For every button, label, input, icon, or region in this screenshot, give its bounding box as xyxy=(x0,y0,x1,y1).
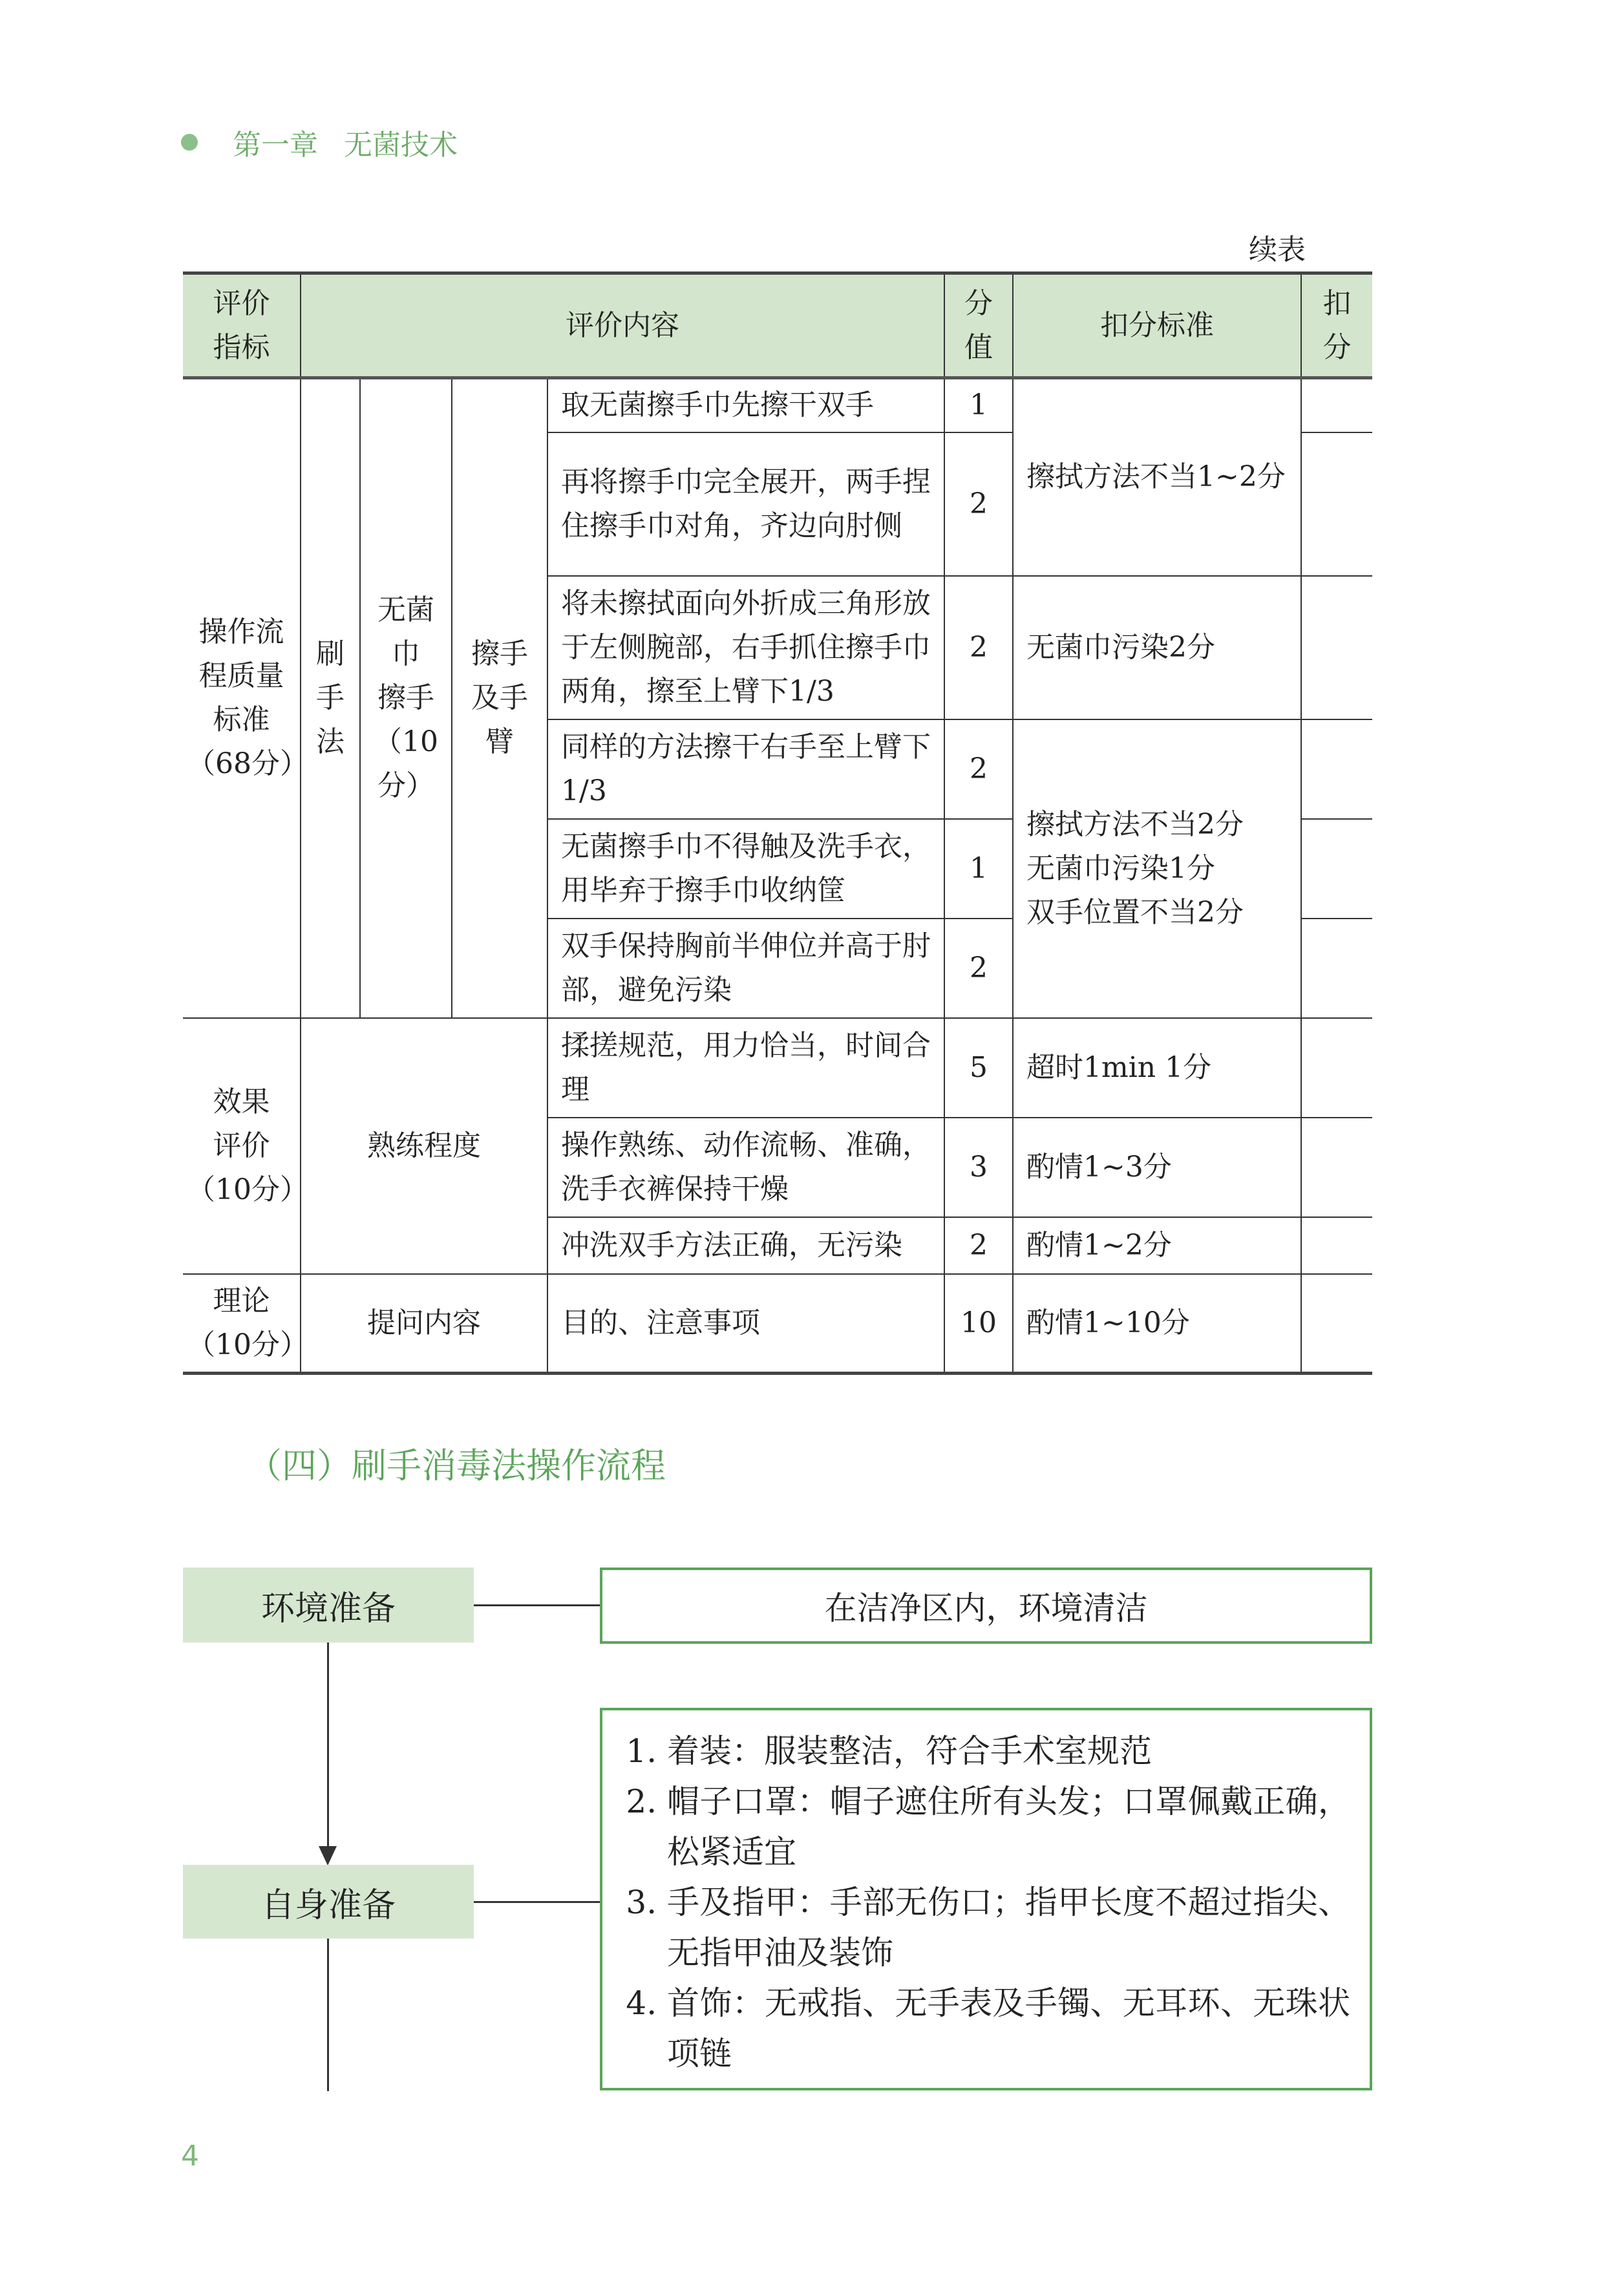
chapter-number: 第一章 xyxy=(233,129,318,162)
row-criteria: 酌情1~2分 xyxy=(1013,1217,1301,1274)
row-score: 1 xyxy=(944,378,1013,432)
table-row xyxy=(183,1018,1372,1118)
header-indicator: 评价 指标 xyxy=(183,273,301,378)
flow-detail-self xyxy=(600,1708,1372,2090)
row-criteria: 擦拭方法不当2分 无菌巾污染1分 双手位置不当2分 xyxy=(1013,719,1301,1018)
row-content: 目的、注意事项 xyxy=(547,1274,944,1374)
flow-continue-line xyxy=(327,1939,329,2091)
row-deduction xyxy=(1301,1274,1372,1374)
connector-line xyxy=(474,1901,600,1903)
bullet-dot-icon xyxy=(181,134,198,151)
row-content: 取无菌擦手巾先擦干双手 xyxy=(547,378,944,432)
header-score: 分 值 xyxy=(944,273,1013,378)
row-content: 操作熟练、动作流畅、准确，洗手衣裤保持干燥 xyxy=(547,1118,944,1217)
row-deduction xyxy=(1301,1118,1372,1217)
continued-label: 续表 xyxy=(1249,233,1306,266)
row-deduction xyxy=(1301,1018,1372,1118)
process-indicator: 操作流 程质量 标准 （68分） xyxy=(183,378,301,1018)
row-criteria: 无菌巾污染2分 xyxy=(1013,576,1301,719)
row-content: 再将擦手巾完全展开，两手捏住擦手巾对角，齐边向肘侧 xyxy=(547,432,944,576)
row-score: 3 xyxy=(944,1118,1013,1217)
process-method: 刷 手 法 xyxy=(301,378,360,1018)
chapter-title xyxy=(233,122,483,163)
row-content: 无菌擦手巾不得触及洗手衣，用毕弃于擦手巾收纳筐 xyxy=(547,819,944,919)
row-criteria: 酌情1~10分 xyxy=(1013,1274,1301,1374)
row-score: 5 xyxy=(944,1018,1013,1118)
row-content: 冲洗双手方法正确，无污染 xyxy=(547,1217,944,1274)
list-item: 1. 着装：服装整洁，符合手术室规范 xyxy=(667,1726,1350,1776)
row-deduction xyxy=(1301,919,1372,1018)
chapter-name: 无菌技术 xyxy=(344,129,458,162)
row-score: 10 xyxy=(944,1274,1013,1374)
row-score: 2 xyxy=(944,576,1013,719)
flow-arrow-line xyxy=(327,1642,329,1848)
arrow-down-icon xyxy=(319,1846,337,1865)
list-item: 2. 帽子口罩：帽子遮住所有头发；口罩佩戴正确，松紧适宜 xyxy=(667,1776,1350,1877)
process-sub: 无菌 巾 擦手 （10分） xyxy=(360,378,452,1018)
row-score: 2 xyxy=(944,432,1013,576)
table-row xyxy=(183,1274,1372,1374)
table-header-row xyxy=(183,273,1372,378)
row-content: 同样的方法擦干右手至上臂下1/3 xyxy=(547,719,944,819)
row-deduction xyxy=(1301,576,1372,719)
row-criteria: 酌情1~3分 xyxy=(1013,1118,1301,1217)
process-part: 擦手 及手 臂 xyxy=(452,378,547,1018)
row-deduction xyxy=(1301,719,1372,819)
header-criteria: 扣分标准 xyxy=(1013,273,1301,378)
list-item: 3. 手及指甲：手部无伤口；指甲长度不超过指尖、无指甲油及装饰 xyxy=(667,1877,1350,1978)
row-deduction xyxy=(1301,378,1372,432)
row-deduction xyxy=(1301,1217,1372,1274)
row-criteria: 超时1min 1分 xyxy=(1013,1018,1301,1118)
effect-sub: 熟练程度 xyxy=(301,1018,547,1274)
running-header xyxy=(181,123,483,162)
self-prep-list xyxy=(602,1710,1370,2079)
page-number: 4 xyxy=(181,2140,199,2173)
theory-sub: 提问内容 xyxy=(301,1274,547,1374)
row-content: 双手保持胸前半伸位并高于肘部，避免污染 xyxy=(547,919,944,1018)
flow-detail-environment: 在洁净区内，环境清洁 xyxy=(600,1568,1372,1644)
table-row xyxy=(183,378,1372,432)
header-content: 评价内容 xyxy=(301,273,944,378)
flow-step-self: 自身准备 xyxy=(183,1865,474,1939)
row-score: 2 xyxy=(944,919,1013,1018)
row-score: 2 xyxy=(944,719,1013,819)
row-criteria: 擦拭方法不当1~2分 xyxy=(1013,378,1301,576)
theory-indicator: 理论 （10分） xyxy=(183,1274,301,1374)
row-deduction xyxy=(1301,819,1372,919)
connector-line xyxy=(474,1604,600,1606)
list-item: 4. 首饰：无戒指、无手表及手镯、无耳环、无珠状项链 xyxy=(667,1978,1350,2079)
flow-step-environment: 环境准备 xyxy=(183,1568,474,1642)
row-content: 将未擦拭面向外折成三角形放于左侧腕部，右手抓住擦手巾两角，擦至上臂下1/3 xyxy=(547,576,944,719)
row-content: 揉搓规范，用力恰当，时间合理 xyxy=(547,1018,944,1118)
evaluation-table xyxy=(183,271,1372,1375)
header-deduction: 扣 分 xyxy=(1301,273,1372,378)
row-score: 1 xyxy=(944,819,1013,919)
row-score: 2 xyxy=(944,1217,1013,1274)
row-deduction xyxy=(1301,432,1372,576)
section-title: （四）刷手消毒法操作流程 xyxy=(247,1445,666,1486)
effect-indicator: 效果 评价 （10分） xyxy=(183,1018,301,1274)
